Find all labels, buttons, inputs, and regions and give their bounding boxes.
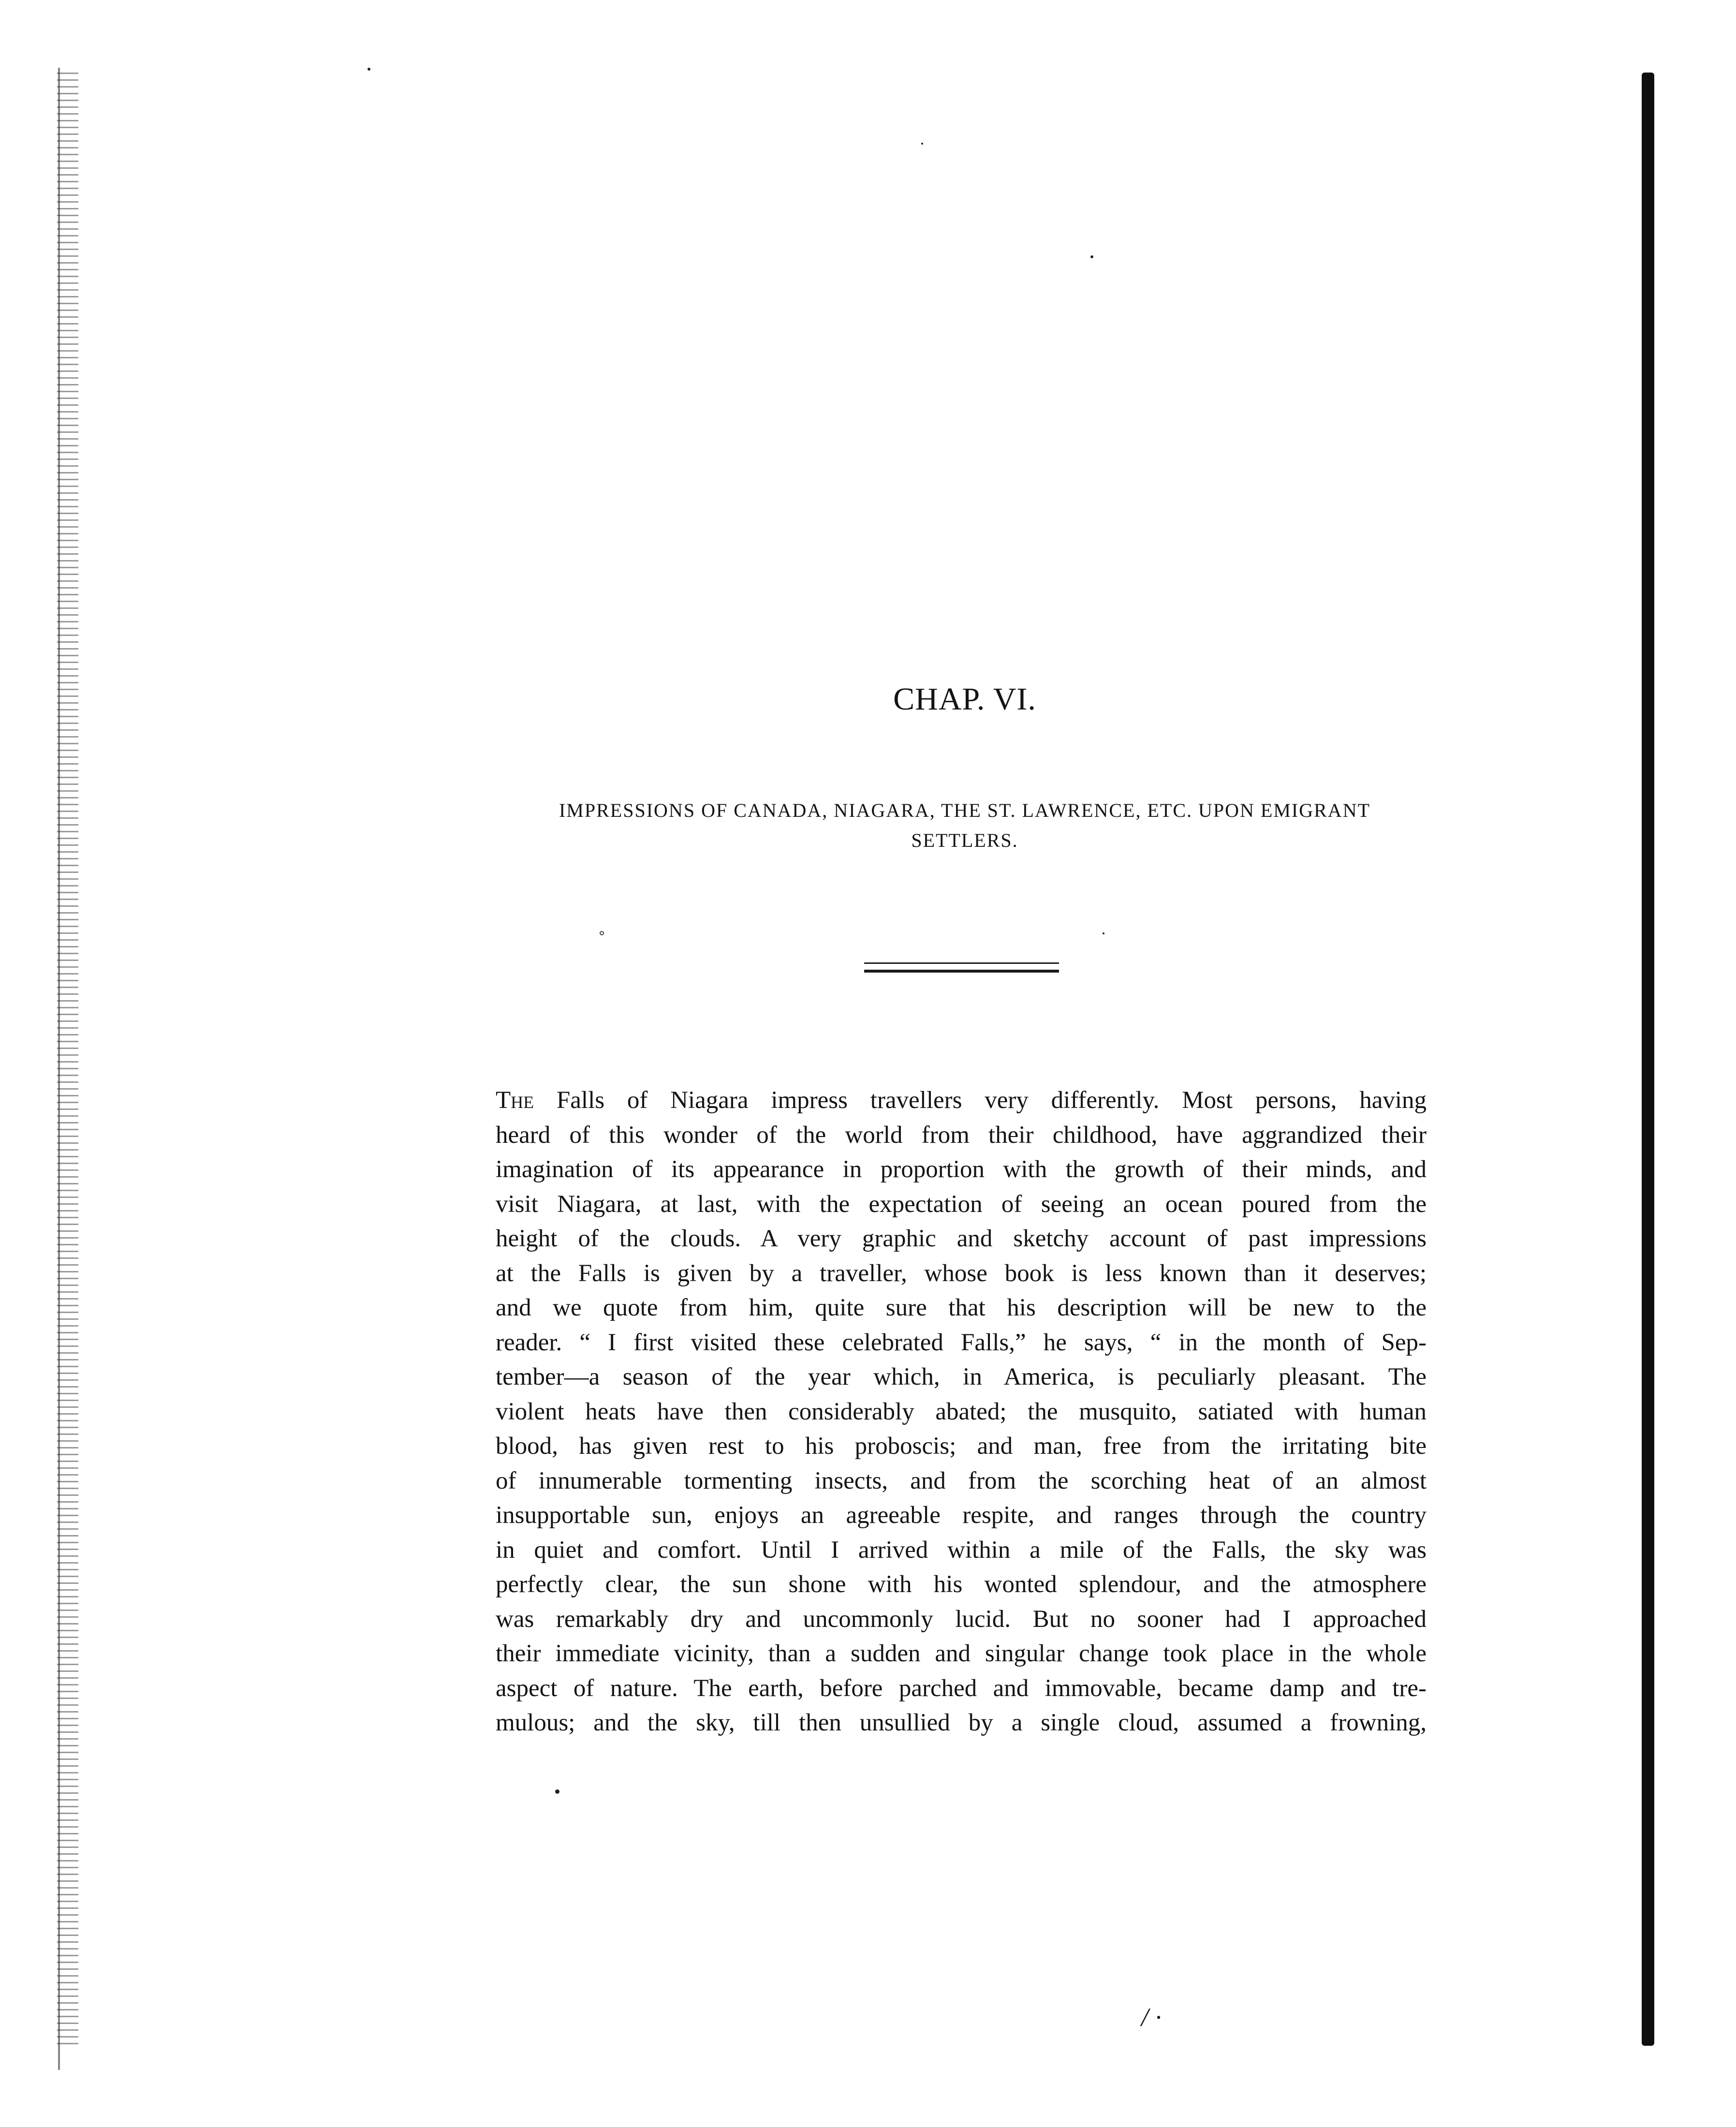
body-line: was remarkably dry and uncommonly lucid. But no sooner had I approached — [496, 1605, 1427, 1633]
chapter-subtitle-line: SETTLERS. — [911, 829, 1018, 851]
body-line: height of the clouds. A very graphic and sketchy account of past impressions — [496, 1225, 1427, 1252]
chapter-subtitle-line: IMPRESSIONS OF CANADA, NIAGARA, THE ST. LAWRENCE, ETC. UPON EMIGRANT — [559, 799, 1371, 821]
section-divider — [864, 962, 1059, 964]
body-line: and we quote from him, quite sure that his description will be new to the — [496, 1294, 1427, 1321]
scan-gutter-left — [57, 73, 78, 2046]
body-first-word: The — [496, 1087, 534, 1114]
body-line: perfectly clear, the sun shone with his wonted splendour, and the atmosphere — [496, 1571, 1427, 1598]
scan-speck — [1103, 932, 1104, 934]
page-mark: / · — [1141, 2003, 1162, 2032]
body-line: visit Niagara, at last, with the expectation of seeing an ocean poured from the — [496, 1190, 1427, 1218]
body-line: reader. “ I first visited these celebrated Falls,” he says, “ in the month of Sep- — [496, 1329, 1427, 1356]
body-line: violent heats have then considerably abated; the musquito, satiated with human — [496, 1398, 1427, 1425]
scan-speck — [1090, 255, 1093, 258]
body-line: of innumerable tormenting insects, and from the scorching heat of an almost — [496, 1467, 1427, 1494]
chapter-subtitle — [493, 796, 1436, 856]
body-line-text: Falls of Niagara impress travellers very differently. Most persons, having — [534, 1087, 1427, 1114]
body-line: in quiet and comfort. Until I arrived within a mile of the Falls, the sky was — [496, 1536, 1427, 1564]
body-line: aspect of nature. The earth, before parched and immovable, became damp and tre- — [496, 1674, 1427, 1702]
scan-speck — [555, 1789, 559, 1794]
scan-gutter-right — [1642, 73, 1654, 2046]
body-line: mulous; and the sky, till then unsullied by a single cloud, assumed a frowning, — [496, 1709, 1427, 1736]
chapter-title: CHAP. VI. — [893, 681, 1036, 717]
scan-speck — [600, 931, 604, 935]
body-line: blood, has given rest to his proboscis; and man, free from the irritating bite — [496, 1433, 1427, 1460]
body-line: tember—a season of the year which, in America, is peculiarly pleasant. The — [496, 1363, 1427, 1390]
body-line: imagination of its appearance in proportion with the growth of their minds, and — [496, 1156, 1427, 1183]
section-divider — [864, 970, 1059, 973]
body-paragraph — [496, 1083, 1427, 1741]
scan-speck — [921, 143, 923, 145]
body-line: insupportable sun, enjoys an agreeable respite, and ranges through the country — [496, 1502, 1427, 1529]
body-line: at the Falls is given by a traveller, whose book is less known than it deserves; — [496, 1259, 1427, 1287]
body-line: heard of this wonder of the world from their childhood, have aggrandized their — [496, 1121, 1427, 1149]
body-line: their immediate vicinity, than a sudden and singular change took place in the whole — [496, 1640, 1427, 1667]
body-line — [496, 1083, 1427, 1118]
scan-speck — [368, 68, 370, 71]
